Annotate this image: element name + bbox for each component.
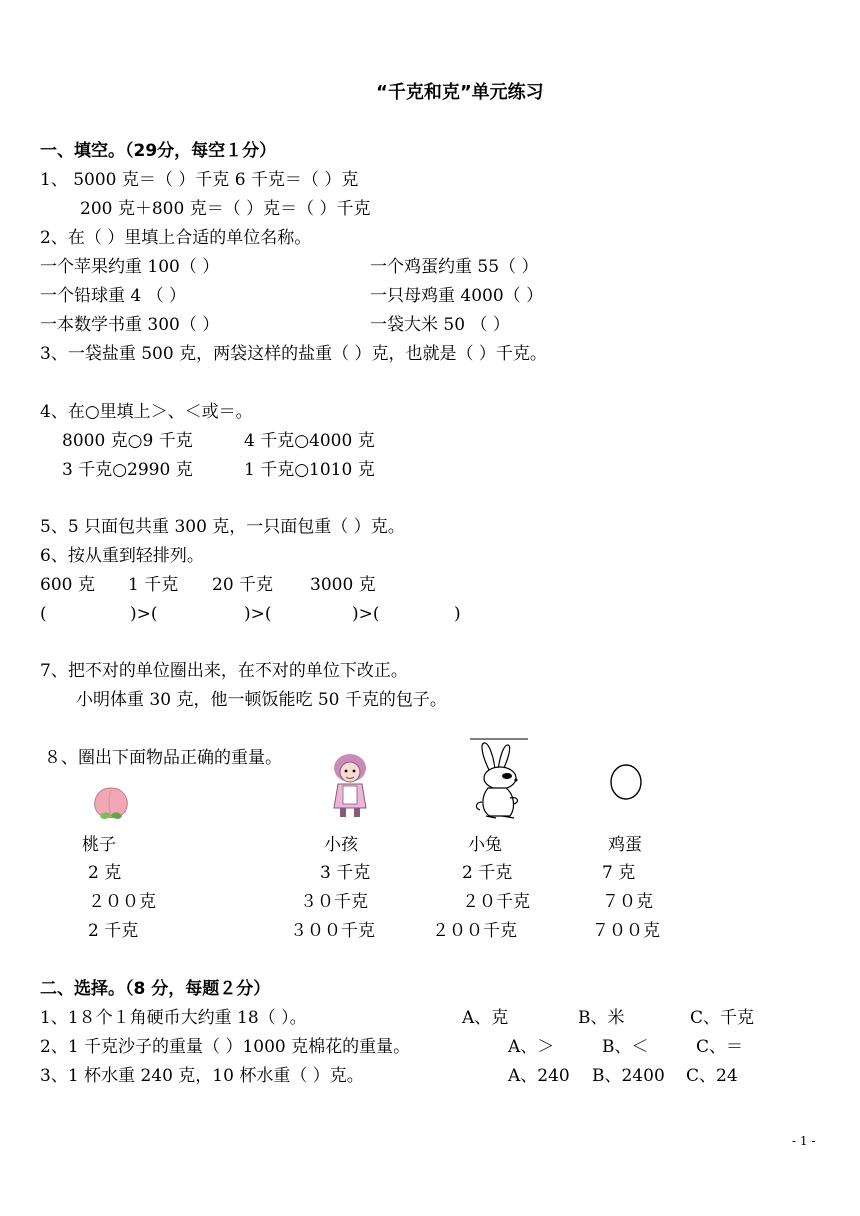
q8-item-name: 鸡蛋 — [608, 835, 642, 855]
egg-icon — [608, 762, 644, 802]
s2-q3-option[interactable]: A、240 — [508, 1066, 570, 1086]
q8-option[interactable]: ７０克 — [602, 892, 653, 912]
q8-option[interactable]: 3 千克 — [320, 863, 371, 883]
q4-item: 4 千克○4000 克 — [244, 431, 375, 451]
q2-item: 一个鸡蛋约重 55（ ） — [370, 257, 539, 277]
q4-heading: 4、在○里填上＞、＜或＝。 — [40, 402, 253, 422]
s2-q2-option[interactable]: B、＜ — [602, 1037, 649, 1057]
q8-heading: ８、圈出下面物品正确的重量。 — [44, 748, 282, 768]
page-number: - 1 - — [792, 1134, 816, 1148]
q8-option[interactable]: 2 千克 — [88, 921, 139, 941]
s2-q3-option[interactable]: B、2400 — [592, 1066, 665, 1086]
q2-item: 一本数学书重 300（ ） — [40, 315, 220, 335]
q2-item: 一个苹果约重 100（ ） — [40, 257, 220, 277]
s2-q3-option[interactable]: C、24 — [686, 1066, 738, 1086]
q6-item: 1 千克 — [128, 575, 179, 595]
s2-q2-option[interactable]: C、＝ — [696, 1037, 744, 1057]
q8-option[interactable]: ２００千克 — [432, 921, 517, 941]
peach-icon — [88, 780, 134, 826]
q6-heading: 6、按从重到轻排列。 — [40, 546, 204, 566]
q3-text: 3、一袋盐重 500 克，两袋这样的盐重（ ）克，也就是（ ）千克。 — [40, 344, 547, 364]
q2-item: 一只母鸡重 4000（ ） — [370, 286, 544, 306]
s2-q1-text: 1、1８个１角硬币大约重 18（ ）。 — [40, 1008, 307, 1028]
s2-q1-option[interactable]: B、米 — [578, 1008, 625, 1028]
q6-blank: )>( — [130, 604, 158, 624]
q8-item-name: 桃子 — [82, 835, 116, 855]
q2-item: 一袋大米 50 （ ） — [370, 315, 510, 335]
q8-option[interactable]: 7 克 — [602, 863, 636, 883]
q4-item: 1 千克○1010 克 — [244, 460, 375, 480]
q6-item: 600 克 — [40, 575, 95, 595]
section2-heading: 二、选择。（8 分，每题２分） — [40, 979, 271, 999]
s2-q2-option[interactable]: A、＞ — [508, 1037, 555, 1057]
q2-heading: 2、在（ ）里填上合适的单位名称。 — [40, 228, 312, 248]
s2-q1-option[interactable]: A、克 — [462, 1008, 509, 1028]
q8-option[interactable]: ３０千克 — [300, 892, 368, 912]
rabbit-icon — [466, 736, 532, 822]
q8-item-name: 小兔 — [468, 835, 502, 855]
s2-q3-text: 3、1 杯水重 240 克，10 杯水重（ ）克。 — [40, 1066, 364, 1086]
q6-item: 3000 克 — [310, 575, 376, 595]
q5-text: 5、5 只面包共重 300 克，一只面包重（ ）克。 — [40, 517, 405, 537]
q8-option[interactable]: 2 千克 — [462, 863, 513, 883]
q7-text: 小明体重 30 克，他一顿饭能吃 50 千克的包子。 — [76, 690, 447, 710]
s2-q2-text: 2、1 千克沙子的重量（ ）1000 克棉花的重量。 — [40, 1037, 411, 1057]
child-icon — [324, 750, 376, 820]
q6-blank: ( — [40, 604, 47, 624]
q7-heading: 7、把不对的单位圈出来，在不对的单位下改正。 — [40, 661, 408, 681]
s2-q1-option[interactable]: C、千克 — [690, 1008, 755, 1028]
q2-item: 一个铅球重 4 （ ） — [40, 286, 187, 306]
q6-item: 20 千克 — [212, 575, 274, 595]
q1-line-b: 200 克＋800 克＝（ ）克＝（ ）千克 — [80, 199, 371, 219]
section1-heading: 一、填空。（29分，每空１分） — [40, 141, 277, 161]
q6-blank: )>( — [352, 604, 380, 624]
q4-item: 3 千克○2990 克 — [62, 460, 193, 480]
q8-option[interactable]: ７００克 — [592, 921, 660, 941]
q6-blank: ) — [454, 604, 461, 624]
q6-blank: )>( — [244, 604, 272, 624]
q4-item: 8000 克○9 千克 — [62, 431, 193, 451]
q1-line-a: 1、 5000 克＝（ ）千克 6 千克＝（ ）克 — [40, 170, 359, 190]
q8-option[interactable]: 2 克 — [88, 863, 122, 883]
page-title: “千克和克”单元练习 — [376, 82, 544, 103]
q8-option[interactable]: ２０千克 — [462, 892, 530, 912]
q8-option[interactable]: ３００千克 — [290, 921, 375, 941]
q8-item-name: 小孩 — [324, 835, 358, 855]
q8-option[interactable]: ２００克 — [88, 892, 156, 912]
